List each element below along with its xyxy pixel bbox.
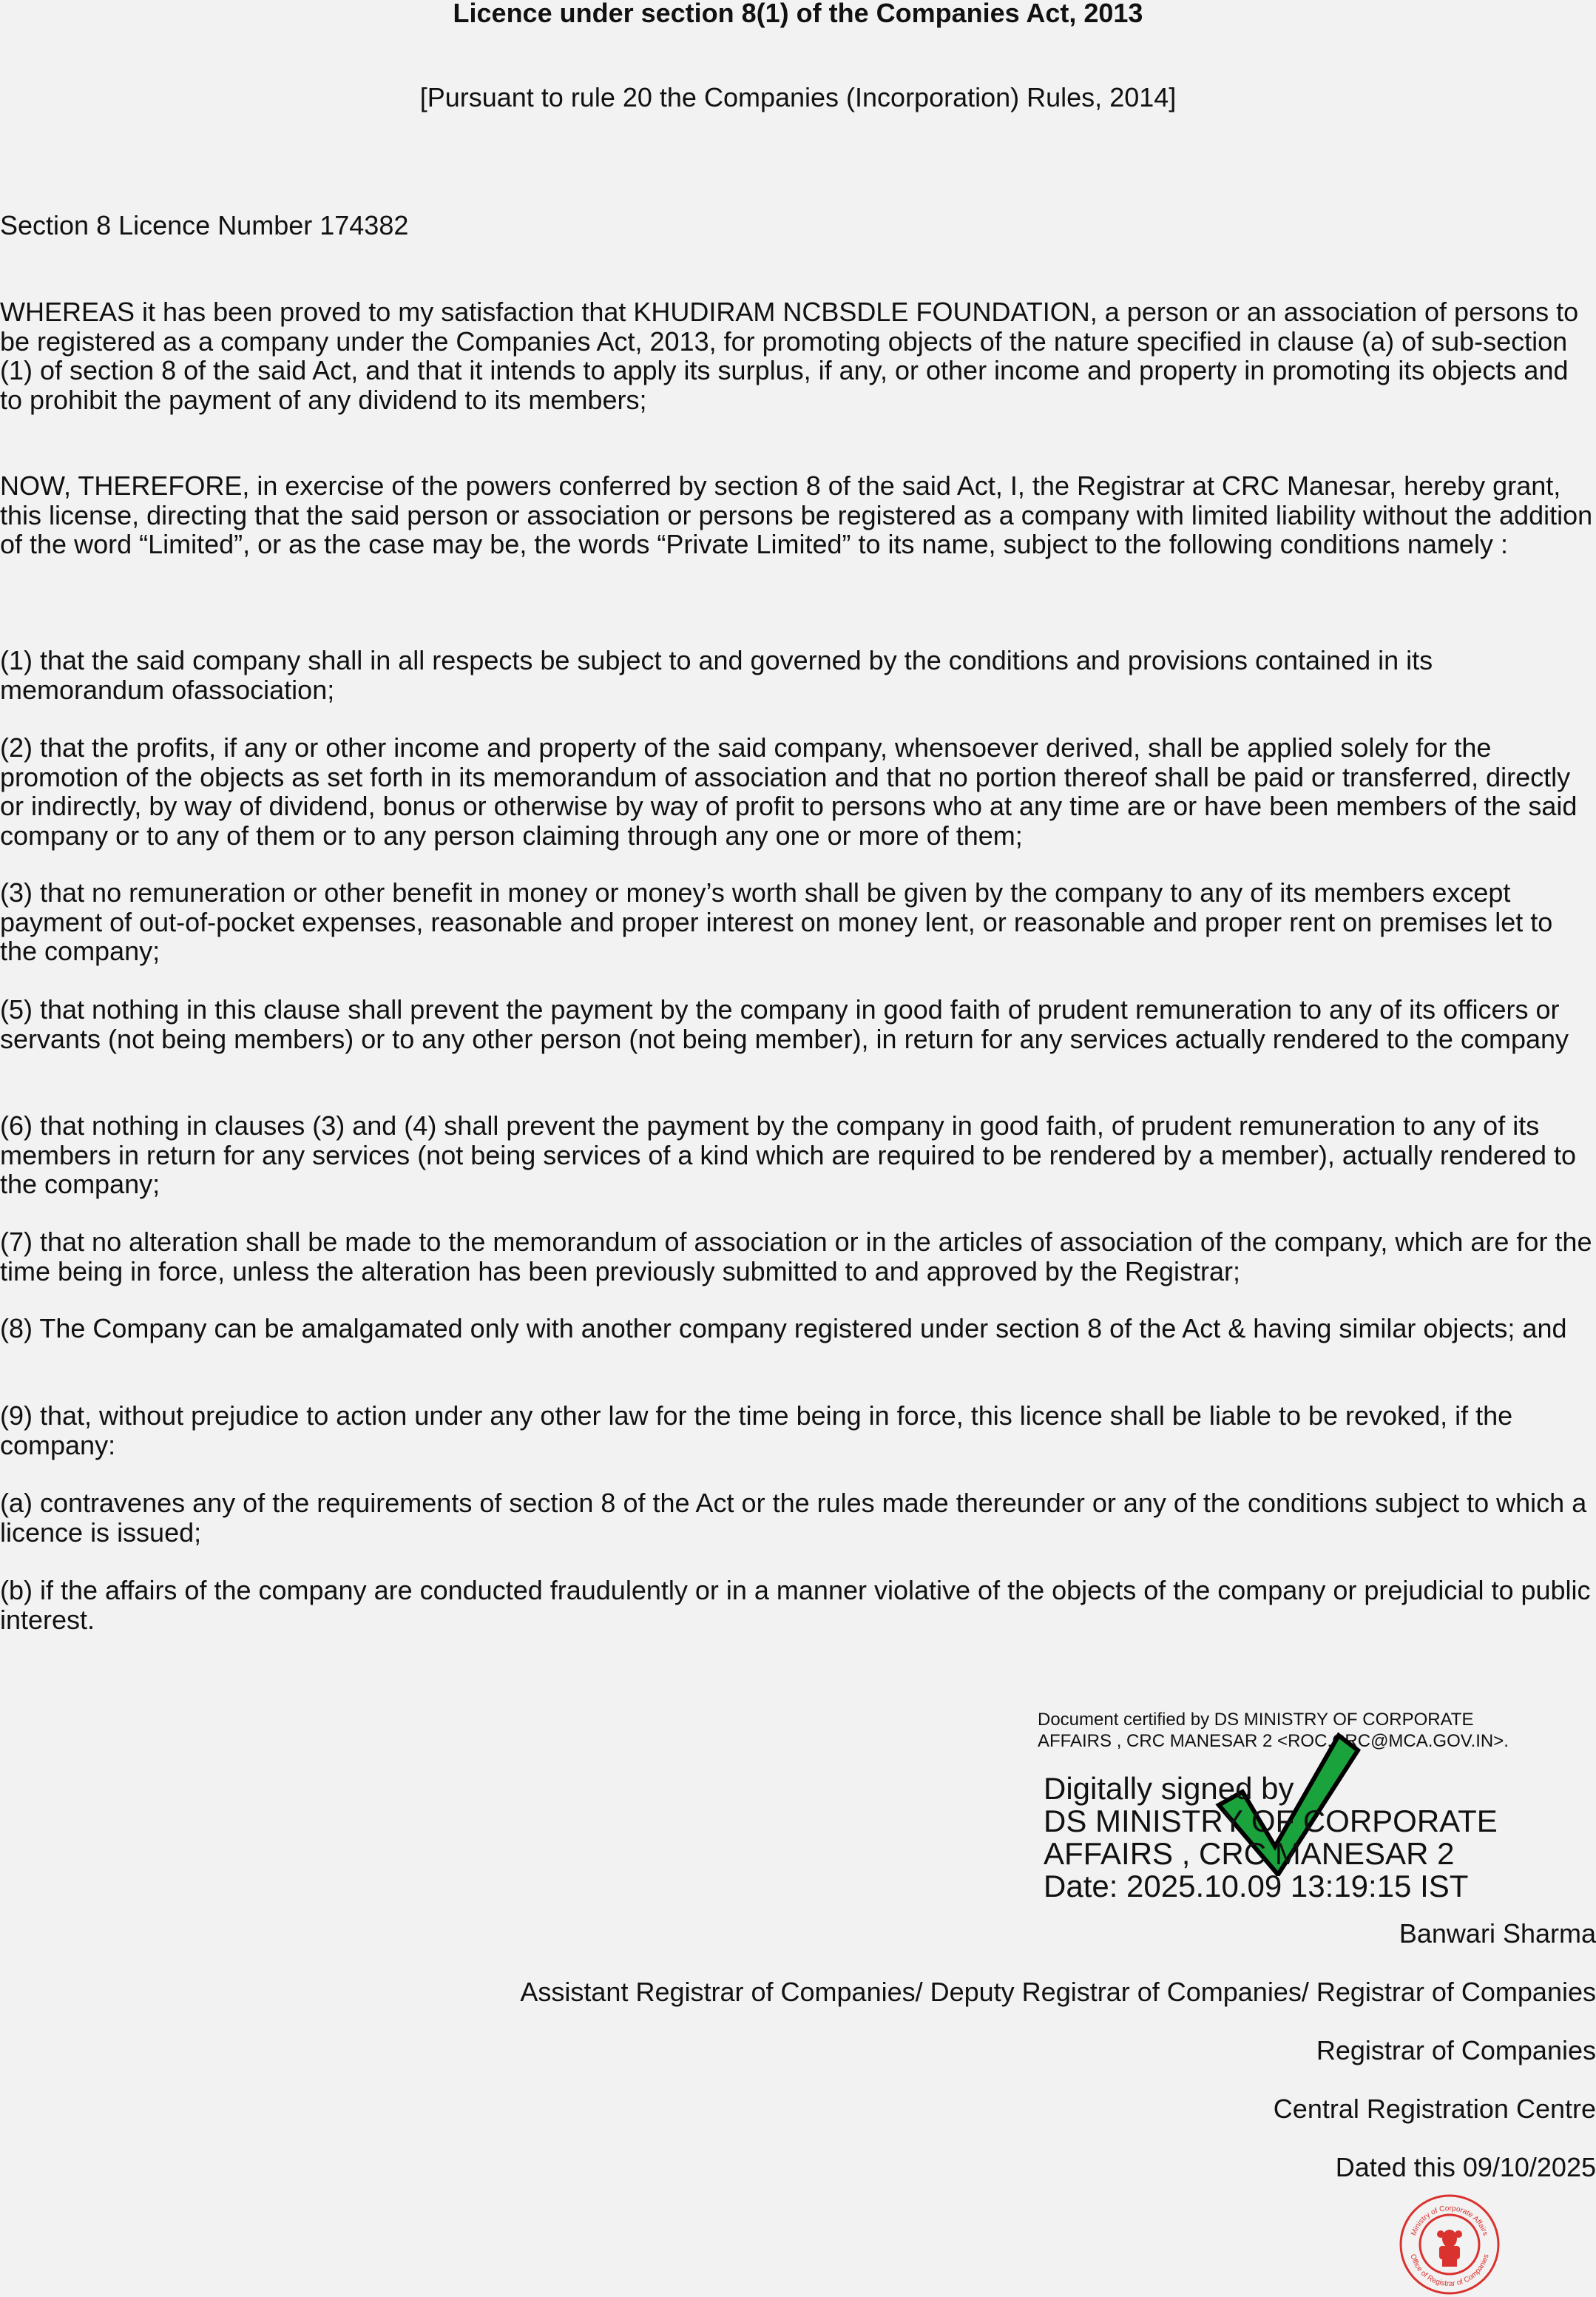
licence-number: Section 8 Licence Number 174382 [0, 210, 409, 240]
signatory-designation: Assistant Registrar of Companies/ Deputy Registrar of Companies/ Registrar of Companies [520, 1977, 1596, 2007]
condition-2: (2) that the profits, if any or other income and property of the said company, whensoever derived, shall be applied solely for the promotion of the objects as set forth in its memorandum of association and that no portion thereof shall be paid or transferred, directly or indirectly, by way of dividend, bonus or otherwise by way of profit to persons who at any time are or have been members of the said company or to any of them or to any person claiming through any one or more of them; [0, 732, 1578, 851]
condition-9: (9) that, without prejudice to action under any other law for the time being in force, this licence shall be liable to be revoked, if the company: [0, 1400, 1513, 1460]
now-therefore-paragraph: NOW, THEREFORE, in exercise of the powers conferred by section 8 of the said Act, I, the Registrar at CRC Manesar, hereby grant, this license, directing that the said person or association or persons be registered as a company with limited liability without the addition of the word “Limited”, or as the case may be, the words “Private Limited” to its name, subject to the following conditions namely : [0, 470, 1593, 559]
registration-centre: Central Registration Centre [1273, 2094, 1596, 2124]
condition-3: (3) that no remuneration or other benefit in money or money’s worth shall be given by the company to any of its members except payment of out-of-pocket expenses, reasonable and proper interest on money lent, or reasonable and proper rent on premises let to the company; [0, 877, 1553, 966]
signatory-office: Registrar of Companies [1316, 2035, 1596, 2065]
whereas-paragraph: WHEREAS it has been proved to my satisfaction that KHUDIRAM NCBSDLE FOUNDATION, a person or an association of persons to be registered as a company under the Companies Act, 2013, for promoting objects of the nature specified in clause (a) of sub-section (1) of section 8 of the said Act, and that it intends to apply its surplus, if any, or other income and property in promoting its objects and to prohibit the payment of any dividend to its members; [0, 297, 1579, 415]
condition-b: (b) if the affairs of the company are conducted fraudulently or in a manner violative of the objects of the company or prejudicial to public interest. [0, 1575, 1591, 1635]
certified-line-2: AFFAIRS , CRC MANESAR 2 <ROC.CRC@MCA.GOV.IN>. [1038, 1731, 1509, 1751]
seal-bottom-text: Office of Registrar of Companies [1408, 2253, 1491, 2289]
condition-6: (6) that nothing in clauses (3) and (4) shall prevent the payment by the company in good faith, of prudent remuneration to any of its members in return for any services (not being services of a kind which are required to be rendered by a member), actually rendered to the company; [0, 1110, 1577, 1199]
condition-8: (8) The Company can be amalgamated only with another company registered under section 8 of the Act & having similar objects; and [0, 1313, 1567, 1343]
digital-signature-block [1044, 1772, 1576, 1903]
signatory-name: Banwari Sharma [1399, 1918, 1596, 1949]
digital-signature-line-1: Digitally signed by [1044, 1771, 1294, 1806]
condition-1: (1) that the said company shall in all respects be subject to and governed by the conditions and provisions contained in its memorandum ofassociation; [0, 645, 1433, 705]
digital-signature-line-3: AFFAIRS , CRC MANESAR 2 [1044, 1836, 1455, 1871]
document-title: Licence under section 8(1) of the Companies Act, 2013 [453, 0, 1143, 28]
dated-line: Dated this 09/10/2025 [1335, 2152, 1596, 2182]
digital-signature-line-2: DS MINISTRY OF CORPORATE [1044, 1804, 1498, 1838]
certified-line-1: Document certified by DS MINISTRY OF CORPORATE [1038, 1710, 1474, 1730]
seal-top-text: Ministry of Corporate Affairs [1410, 2204, 1490, 2237]
document-subtitle: [Pursuant to rule 20 the Companies (Incorporation) Rules, 2014] [419, 82, 1177, 112]
condition-7: (7) that no alteration shall be made to the memorandum of association or in the articles of association of the company, which are for the time being in force, unless the alteration has been previously submitted to and approved by the Registrar; [0, 1227, 1592, 1286]
condition-a: (a) contravenes any of the requirements of section 8 of the Act or the rules made thereunder or any of the conditions subject to which a licence is issued; [0, 1488, 1587, 1548]
roc-seal-icon [1387, 2193, 1512, 2296]
condition-5: (5) that nothing in this clause shall prevent the payment by the company in good faith of prudent remuneration to any of its officers or servants (not being members) or to any other person (not being member), in return for any services actually rendered to the company [0, 994, 1569, 1054]
digital-signature-date: Date: 2025.10.09 13:19:15 IST [1044, 1869, 1469, 1903]
